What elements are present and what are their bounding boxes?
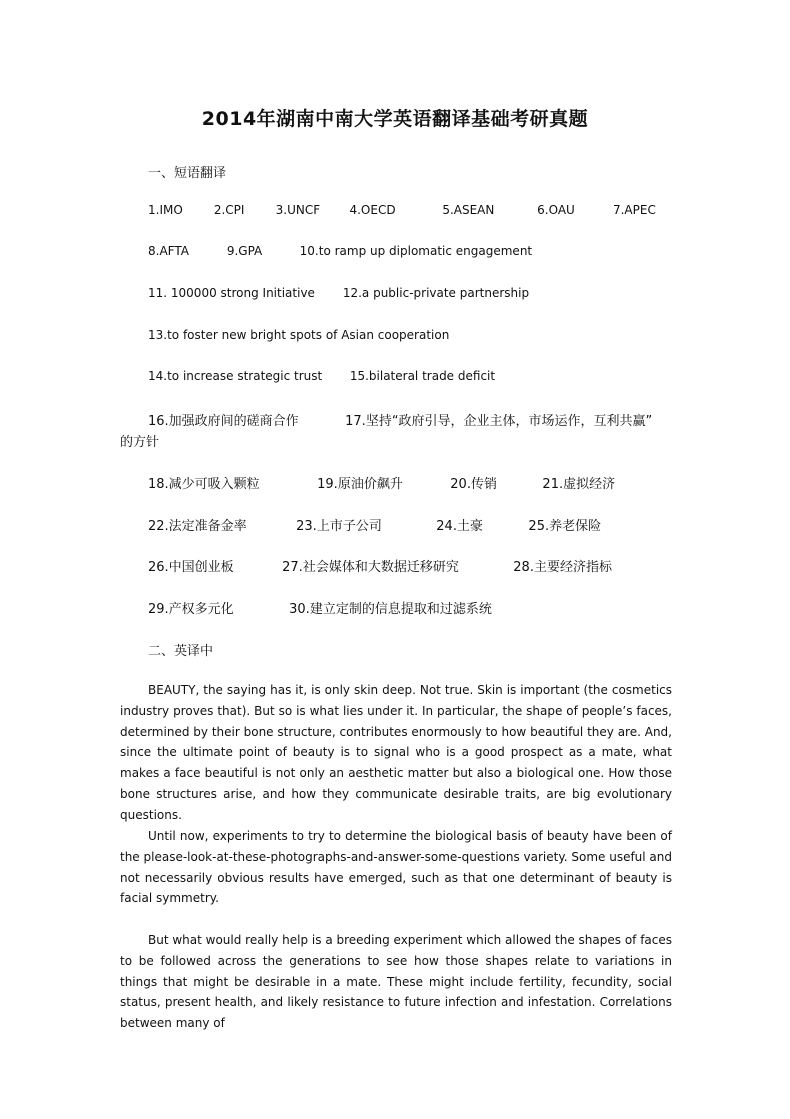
passage-paragraph-2: Until now, experiments to try to determine the biological basis of beauty have been of the please-look-at-these-photographs-and-answer-some-questions variety. Some useful and not necessarily obvious results have emerged, such as that one determinant of beauty is facial symmetry. (120, 829, 673, 906)
passage-paragraph-3: But what would really help is a breeding experiment which allowed the shapes of faces to be followed across the generations to see how those shapes relate to variations in things that might be desirable in a mate. These might include fertility, fecundity, social status, present health, and likely resistance to future infection and infestation. Correlations between many of (120, 933, 673, 1031)
phrase-item: 14.to increase strategic trust (148, 369, 323, 383)
phrase-row-3 (148, 286, 529, 300)
phrase-item: 23.上市子公司 (296, 519, 382, 534)
phrase-row-6 (148, 410, 652, 429)
phrase-item: 4.OECD (349, 203, 396, 217)
phrase-row-8 (148, 515, 601, 534)
phrase-row-10 (148, 598, 492, 617)
phrase-item: 21.虚拟经济 (542, 477, 616, 492)
phrase-item: 30.建立定制的信息提取和过滤系统 (289, 602, 492, 617)
phrase-row-5 (148, 369, 495, 383)
phrase-item: 20.传销 (450, 477, 497, 492)
passage-paragraph-1: BEAUTY, the saying has it, is only skin deep. Not true. Skin is important (the cosmetics industry proves that). But so is what lies under it. In particular, the shape of people’s faces, determined by their bone structure, contributes enormously to how beautiful they are. And, since the ultimate point of beauty is to signal who is a good prospect as a mate, what makes a face beautiful is not only an aesthetic matter but also a biological one. How those bone structures arise, and how they communicate desirable traits, are big evolutionary questions. (120, 683, 672, 822)
phrase-row-4 (148, 328, 449, 342)
phrase-item: 8.AFTA (148, 244, 189, 258)
phrase-item: 27.社会媒体和大数据迁移研究 (282, 560, 459, 575)
section-heading-phrase-translation: 一、短语翻译 (148, 166, 227, 181)
phrase-item: 17.坚持“政府引导，企业主体，市场运作，互利共赢” (345, 414, 653, 429)
phrase-item: 28.主要经济指标 (513, 560, 612, 575)
phrase-item: 26.中国创业板 (148, 560, 234, 575)
document-title: 2014年湖南中南大学英语翻译基础考研真题 (201, 108, 589, 130)
phrase-item: 29.产权多元化 (148, 602, 234, 617)
phrase-item: 11. 100000 strong Initiative (148, 286, 315, 300)
phrase-row-2 (148, 244, 532, 258)
phrase-item: 15.bilateral trade deficit (349, 369, 496, 383)
phrase-item: 1.IMO (148, 203, 183, 217)
phrase-item: 6.OAU (537, 203, 575, 217)
phrase-item: 19.原油价飙升 (317, 477, 403, 492)
phrase-item: 25.养老保险 (528, 519, 602, 534)
phrase-item: 16.加强政府间的磋商合作 (148, 414, 299, 429)
section-heading-english-to-chinese: 二、英译中 (148, 644, 214, 659)
phrase-item: 2.CPI (213, 203, 245, 217)
phrase-item: 10.to ramp up diplomatic engagement (299, 244, 533, 258)
phrase-item: 9.GPA (226, 244, 263, 258)
phrase-item: 13.to foster new bright spots of Asian cooperation (148, 328, 450, 342)
phrase-row-1 (148, 203, 656, 217)
phrase-item: 18.减少可吸入颗粒 (148, 477, 260, 492)
phrase-item: 12.a public-private partnership (342, 286, 530, 300)
phrase-item: 24.土豪 (436, 519, 483, 534)
phrase-item: 7.APEC (612, 203, 656, 217)
phrase-row-9 (148, 556, 612, 575)
phrase-item: 5.ASEAN (442, 203, 495, 217)
phrase-item: 22.法定准备金率 (148, 519, 247, 534)
phrase-item: 3.UNCF (275, 203, 321, 217)
phrase-row-6-continuation: 的方针 (120, 435, 160, 450)
phrase-row-7 (148, 473, 615, 492)
